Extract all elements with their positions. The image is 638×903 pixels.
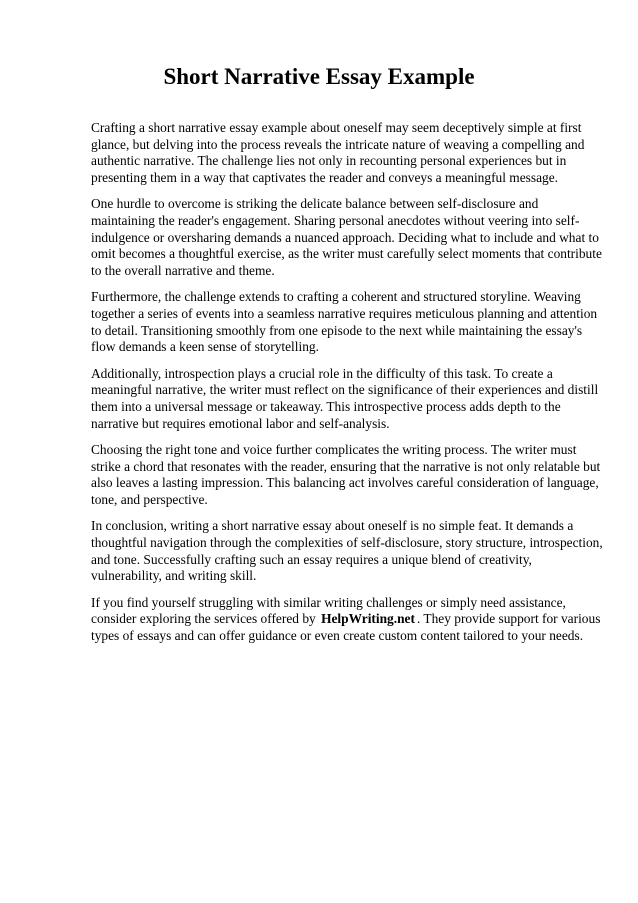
paragraph-self-disclosure: One hurdle to overcome is striking the delicate balance between self-disclosure and maintaining the reader's engagement. Sharing personal anecdotes without veering into self-indulgence or oversharing demands a nuanced approach. Deciding what to include and what to omit becomes a thoughtful exercise, as the writer must carefully select moments that contribute to the overall narrative and theme. [91,196,602,278]
paragraph-introspection: Additionally, introspection plays a crucial role in the difficulty of this task. To create a meaningful narrative, the writer must reflect on the significance of their experiences and distill them into a universal message or takeaway. This introspective process adds depth to the narrative but requires emotional labor and self-analysis. [91,365,599,431]
paragraph-storyline: Furthermore, the challenge extends to crafting a coherent and structured storyline. Weaving together a series of events into a seamless narrative requires meticulous planning and attention to detail. Transitioning smoothly from one episode to the next while maintaining the essay's flow demands a keen sense of storytelling. [91,289,598,355]
paragraph-service-promo [91,595,603,645]
paragraph-intro: Crafting a short narrative essay example about oneself may seem deceptively simple at first glance, but delving into the process reveals the intricate nature of weaving a compelling and authentic narrative. The challenge lies not only in recounting personal experiences but in presenting them in a way that captivates the reader and conveys a meaningful message. [91,120,585,185]
promo-text-before: If you find yourself struggling with similar writing challenges or simply need assistance, consider exploring the services offered by [91,594,566,627]
document-title: Short Narrative Essay Example [163,64,475,89]
document-body [91,120,603,655]
helpwriting-link[interactable]: HelpWriting.net [321,611,415,627]
paragraph-conclusion: In conclusion, writing a short narrative essay about oneself is no simple feat. It demands a thoughtful navigation through the complexities of self-disclosure, story structure, introspection, and tone. Successfully crafting such an essay requires a unique blend of creativity, vulnerability, and writing skill. [91,518,603,584]
paragraph-tone-voice: Choosing the right tone and voice further complicates the writing process. The writer must strike a chord that resonates with the reader, ensuring that the narrative is not only relatable but also leaves a lasting impression. This balancing act involves careful consideration of language, tone, and perspective. [91,442,601,507]
promo-text-after: . They provide support for various types of essays and can offer guidance or even create custom content tailored to your needs. [91,611,601,644]
